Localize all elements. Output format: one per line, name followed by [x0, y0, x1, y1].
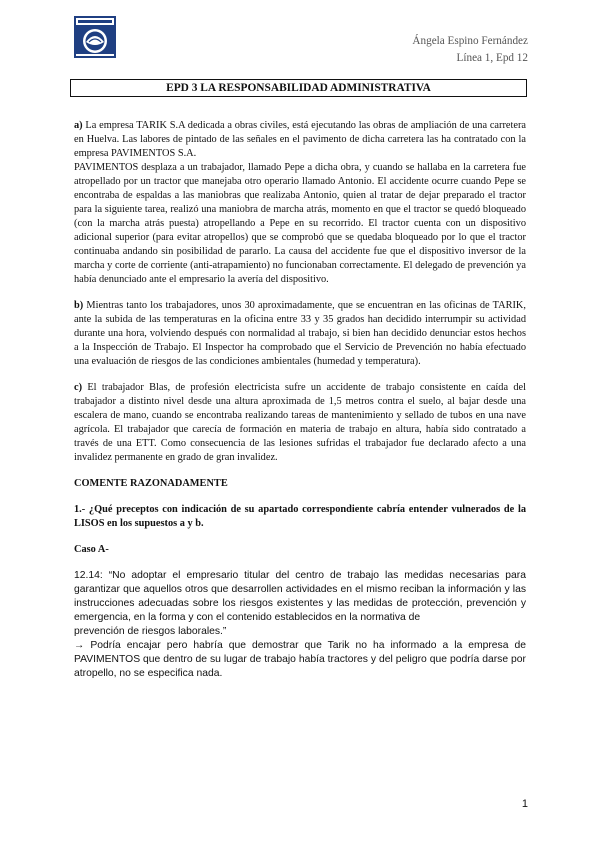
case-b-label: b) — [74, 300, 84, 311]
case-c-label: c) — [74, 382, 83, 393]
document-body — [74, 119, 526, 681]
author-name: Ángela Espino Fernández — [412, 35, 528, 47]
case-a-label: a) — [74, 120, 83, 131]
page-number: 1 — [521, 798, 528, 810]
document-title: EPD 3 LA RESPONSABILIDAD ADMINISTRATIVA — [70, 79, 527, 97]
answer-text: → Podría encajar pero habría que demostrar que Tarik no ha informado a la empresa de PAVIMENTOS que dentro de su lugar de trabajo había tractores y del peligro que podría darse por atropello, no se especifica nada. — [74, 640, 526, 679]
case-b-text: Mientras tanto los trabajadores, unos 30 aproximadamente, que se encuentran en las oficinas de TARIK, ante la subida de las temperaturas en la oficina entre 33 y 35 grados han decidido interrumpir su actividad durante una hora, volviendo después con normalidad al trabajo, si bien han decidido denunciar estos hechos a la Inspección de Trabajo. El Inspector ha comprobado que el Servicio de Prevención no había efectuado una evaluación de riesgos de las condiciones ambientales (humedad y temperatura). — [74, 300, 526, 367]
case-c-paragraph — [74, 381, 526, 465]
course-info: Línea 1, Epd 12 — [456, 52, 528, 64]
case-b-paragraph — [74, 299, 526, 369]
case-a-text: La empresa TARIK S.A dedicada a obras civiles, está ejecutando las obras de ampliación de una carretera en Huelva. Las labores de pintado de las señales en el pavimento de dicha carretera las ha contratado con la empresa PAVIMENTOS S.A. — [74, 120, 526, 159]
instruction-heading: COMENTE RAZONADAMENTE — [74, 478, 228, 489]
question-1: 1.- ¿Qué preceptos con indicación de su apartado correspondiente cabría entender vulnerados de la LISOS en los supuestos a y b. — [74, 504, 526, 529]
case-a-paragraph — [74, 119, 526, 161]
law-quote-end: prevención de riesgos laborales.” — [74, 626, 227, 637]
caso-a-heading: Caso A- — [74, 544, 109, 555]
document-header — [412, 33, 528, 67]
case-c-text: El trabajador Blas, de profesión electricista sufre un accidente de trabajo consistente en caída del trabajador a distinto nivel desde una altura aproximada de 1,5 metros contra el suelo, al bajar desde una escalera de mano, cuando se encontraba realizando tareas de mantenimiento y sellado de tubos en una nave agrícola. El trabajador que carecía de formación en materia de trabajo en altura, había sido contratado a través de una ETT. Como consecuencia de las lesiones sufridas el trabajador fue declarado afecto a una invalidez permanente en grado de gran invalidez. — [74, 382, 526, 463]
law-quote: 12.14: “No adoptar el empresario titular del centro de trabajo las medidas necesarias para garantizar que aquellos otros que desarrollen actividades en el mismo reciban la información y las instrucciones adecuadas sobre los riesgos existentes y las medidas de protección, prevención y emergencia, en la forma y con el contenido establecidos en la normativa de — [74, 570, 526, 623]
case-a-paragraph-2: PAVIMENTOS desplaza a un trabajador, llamado Pepe a dicha obra, y cuando se hallaba en la carretera fue atropellado por un tractor que manejaba otro operario llamado Antonio. El accidente ocurre cuando Pepe se encontraba de espaldas a las maniobras que realizaba Antonio, quien al tratar de dejar preparado el tractor para la siguiente tarea, realizó una maniobra de marcha atrás, momento en que el tractor se quedó bloqueado (con la marcha atrás puesta) atropellando a Pepe en su recorrido. El tractor cuenta con un dispositivo adicional superior (para evitar atropellos) que se comprobó que se quedaba bloqueado por lo que el tractor continuaba andando sin posibilidad de pararlo. La causa del accidente fue que el dispositivo inversor de la marcha y corte de corriente (anti-atrapamiento) no funcionaban correctamente. El delegado de prevención ya había denunciado ante el empresario la avería del dispositivo. — [74, 162, 526, 285]
university-logo — [74, 16, 116, 58]
